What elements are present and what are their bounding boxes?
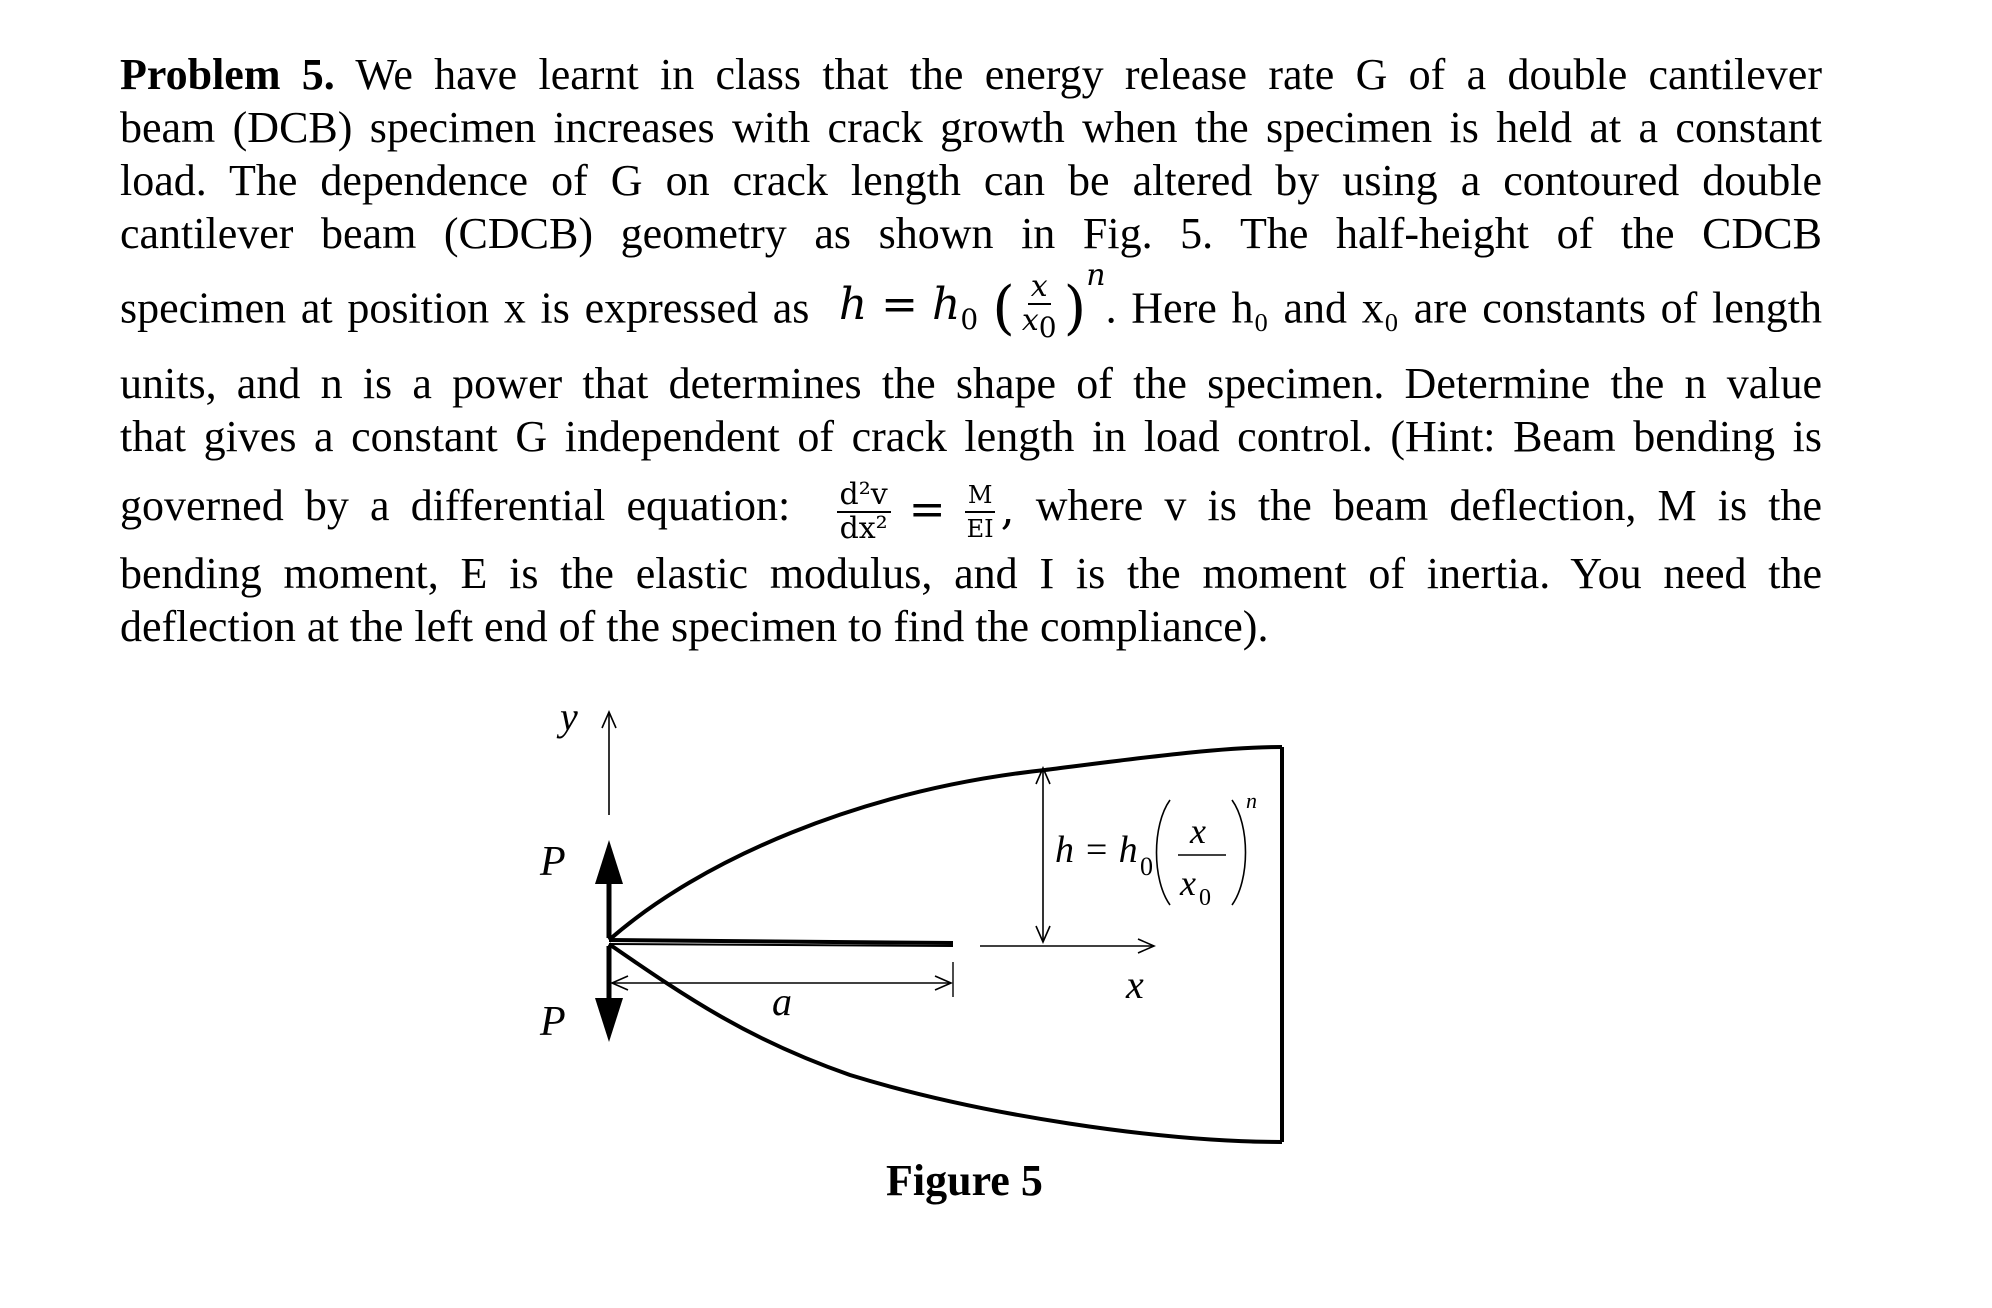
height-equation-den-sub: 0 <box>1038 311 1057 344</box>
figure-formula-den: x <box>1180 863 1196 903</box>
y-axis-label: y <box>560 694 578 739</box>
load-label-top: P <box>540 839 566 885</box>
beam-equation-lhs-num: d²v <box>837 479 891 513</box>
problem-text-8b: where v is the beam deflection, M is the <box>1035 480 1823 530</box>
crack-lower-face <box>609 944 953 946</box>
beam-equation-rhs-den: EI <box>966 515 994 544</box>
specimen-lower-edge <box>609 944 1282 1142</box>
load-label-bottom: P <box>540 999 566 1045</box>
height-equation <box>838 258 1106 357</box>
figure-formula-sub: 0 <box>1140 852 1153 881</box>
figure-formula-lhs: h = h <box>1055 829 1138 871</box>
problem-line-1 <box>120 48 1822 101</box>
figure-formula-num: x <box>1190 811 1206 851</box>
figure-formula-den-sub: 0 <box>1199 885 1211 911</box>
problem-text-5b: . Here h₀ and x₀ are constants of length <box>1105 283 1823 333</box>
height-equation-num: x <box>1030 269 1048 304</box>
problem-label: Problem 5. <box>120 50 335 99</box>
beam-equation-lhs-den: dx² <box>839 511 888 547</box>
crack-upper-face <box>609 940 953 943</box>
problem-line-7: that gives a constant G independent of crack length in load control. (Hint: Beam bending is <box>120 411 1822 461</box>
problem-line-2: beam (DCB) specimen increases with crack growth when the specimen is held at a constant <box>120 103 1822 152</box>
load-arrow-top-head <box>595 840 623 884</box>
problem-line-10: deflection at the left end of the specimen to find the compliance). <box>120 601 1269 651</box>
figure-caption: Figure 5 <box>886 1156 1043 1205</box>
problem-line-9: bending moment, E is the elastic modulus, and I is the moment of inertia. You need the <box>120 548 1822 598</box>
beam-equation <box>833 473 1015 547</box>
problem-line-4: cantilever beam (CDCB) geometry as shown in Fig. 5. The half-height of the CDCB <box>120 209 1822 258</box>
height-equation-fraction <box>1019 271 1060 344</box>
specimen-upper-edge <box>609 747 1282 940</box>
problem-line-5 <box>120 258 1823 357</box>
figure-formula-right-paren <box>1232 800 1246 905</box>
height-equation-den: x <box>1021 303 1039 338</box>
problem-text-5a: specimen at position x is expressed as <box>120 283 810 333</box>
beam-equation-comma: , <box>1000 483 1015 535</box>
load-arrow-bottom-head <box>595 998 623 1042</box>
problem-line-3: load. The dependence of G on crack length can be altered by using a contoured double <box>120 156 1822 205</box>
beam-equation-lhs <box>837 479 891 545</box>
problem-text-8a: governed by a differential equation: <box>120 480 791 530</box>
height-equation-sub: 0 <box>960 302 979 336</box>
crack-length-label: a <box>772 979 792 1024</box>
figure-formula-left-paren <box>1157 800 1171 905</box>
beam-equation-equals: = <box>908 483 946 535</box>
right-paren: ) <box>1063 273 1087 342</box>
beam-equation-rhs-num: M <box>965 479 996 513</box>
problem-line-8 <box>120 469 1822 547</box>
height-equation-lhs: h = h <box>838 279 961 330</box>
height-equation-power: n <box>1086 258 1106 293</box>
problem-statement <box>120 48 1822 653</box>
beam-equation-rhs <box>964 479 997 545</box>
problem-line-6: units, and n is a power that determines the shape of the specimen. Determine the n value <box>120 358 1822 408</box>
figure-formula-power: n <box>1246 788 1257 813</box>
left-paren: ( <box>992 273 1015 342</box>
problem-text-1: We have learnt in class that the energy release rate G of a double cantilever <box>355 50 1822 99</box>
x-axis-label: x <box>1126 962 1144 1007</box>
